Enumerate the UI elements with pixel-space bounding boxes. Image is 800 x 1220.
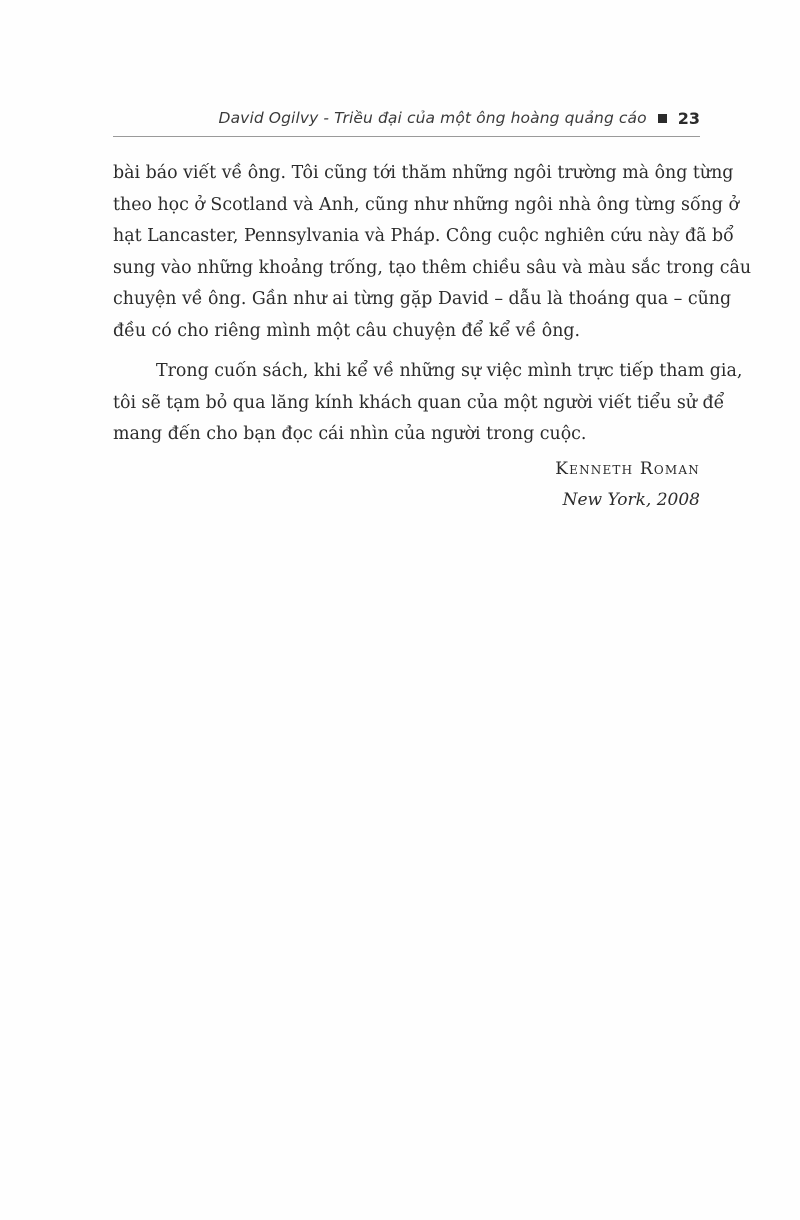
page-number: 23 xyxy=(677,108,700,128)
signature-block xyxy=(113,454,700,516)
running-title: David Ogilvy - Triều đại của một ông hoàng quảng cáo xyxy=(218,109,647,127)
text-line: đều có cho riêng mình một câu chuyện để kể về ông. xyxy=(113,320,581,341)
body-text xyxy=(113,158,752,451)
text-line: theo học ở Scotland và Anh, cũng như những ngôi nhà ông từng sống ở xyxy=(113,194,739,215)
author-name: Kenneth Roman xyxy=(555,459,700,479)
text-line: sung vào những khoảng trống, tạo thêm chiều sâu và màu sắc trong câu xyxy=(113,257,752,278)
text-line: hạt Lancaster, Pennsylvania và Pháp. Công cuộc nghiên cứu này đã bổ xyxy=(113,226,734,246)
text-line: chuyện về ông. Gần như ai từng gặp David – dẫu là thoáng qua – cũng xyxy=(113,289,732,309)
paragraph-gap xyxy=(113,347,703,356)
paragraph-2 xyxy=(113,356,743,451)
text-line: bài báo viết về ông. Tôi cũng tới thăm những ngôi trường mà ông từng xyxy=(113,163,734,183)
square-bullet-icon xyxy=(658,114,667,123)
text-line: tôi sẽ tạm bỏ qua lăng kính khách quan của một người viết tiểu sử để xyxy=(113,392,725,413)
text-line: Trong cuốn sách, khi kể về những sự việc mình trực tiếp tham gia, xyxy=(156,361,743,381)
running-header xyxy=(113,100,700,137)
text-line: mang đến cho bạn đọc cái nhìn của người trong cuộc. xyxy=(113,424,587,444)
place-date: New York, 2008 xyxy=(562,490,700,510)
paragraph-1 xyxy=(113,158,752,347)
